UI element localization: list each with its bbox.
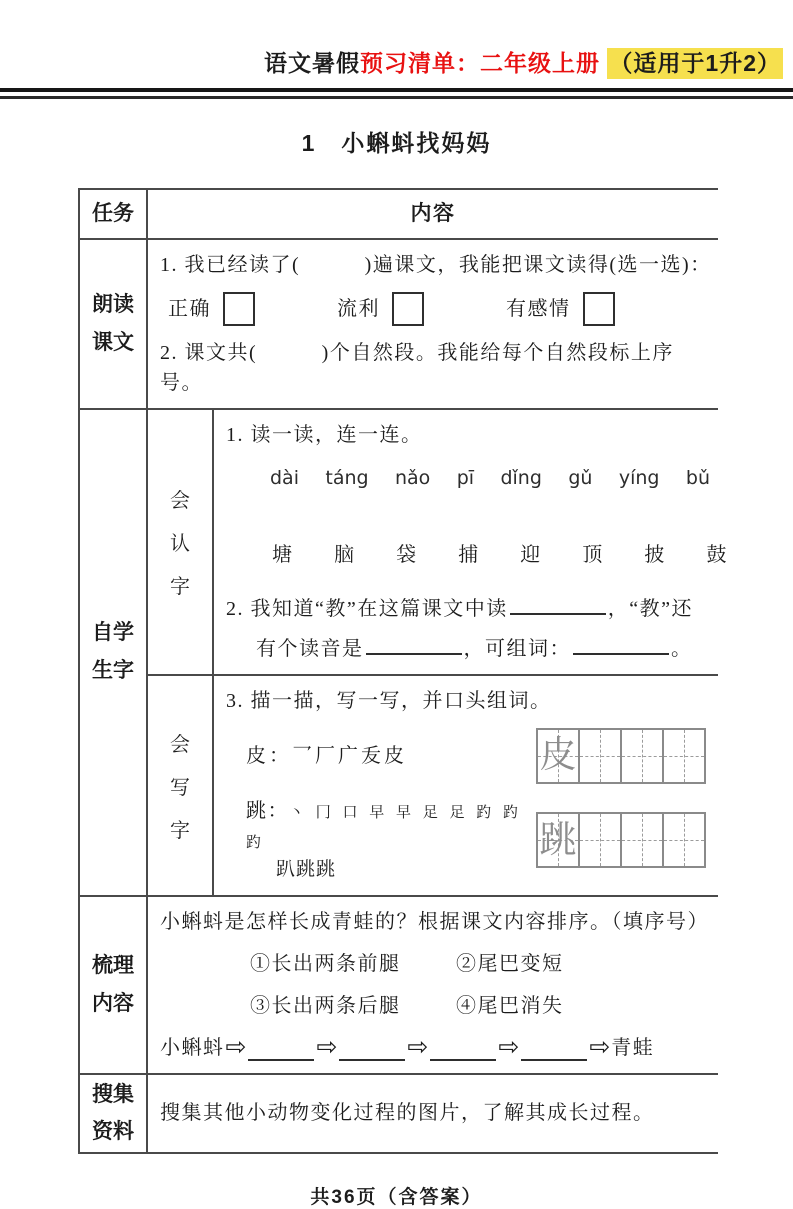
- header-grade-badge: （适用于1升2）: [607, 48, 783, 79]
- sublabel-write: [147, 675, 213, 896]
- option-tail-shorter: ②尾巴变短: [456, 952, 564, 975]
- checkbox-emotion[interactable]: [583, 292, 615, 326]
- row-recognize: [79, 409, 718, 676]
- page-footer: 共36页（含答案）: [310, 1187, 483, 1209]
- arrow-icon: ⇨: [316, 1034, 338, 1062]
- hanzi-ying: 迎: [520, 544, 542, 567]
- blank-word-formation[interactable]: [573, 632, 669, 655]
- col-header-content: 内容: [147, 189, 718, 239]
- collect-content: 搜集其他小动物变化过程的图片，了解其成长过程。: [147, 1074, 718, 1154]
- reading-item-1: 1. 我已经读了( )遍课文，我能把课文读得(选一选)：: [160, 253, 712, 276]
- pinyin-tang: táng: [325, 466, 369, 489]
- header-course-label: 语文暑假: [264, 50, 361, 76]
- recognize-content: [213, 409, 728, 676]
- reading-check-row: [168, 292, 714, 326]
- page-header: [0, 0, 793, 78]
- trace-char-pi: 皮: [539, 735, 577, 777]
- pinyin-ying: yíng: [618, 466, 660, 489]
- row-organize: [79, 896, 718, 1074]
- tiao-label: 跳：: [246, 800, 289, 823]
- row-label-reading-line2: 课文: [92, 330, 134, 354]
- table-header-row: [79, 189, 718, 239]
- pinyin-bu: bǔ: [685, 466, 710, 489]
- tiao-row: [246, 796, 706, 885]
- pi-row: [246, 728, 706, 784]
- blank-other-reading[interactable]: [366, 632, 462, 655]
- writing-grid-pi: [536, 728, 706, 784]
- hanzi-tang: 塘: [272, 544, 294, 567]
- row-label-collect: [79, 1074, 147, 1154]
- sequence-blank-2[interactable]: [339, 1036, 405, 1061]
- arrow-icon: ⇨: [498, 1034, 520, 1062]
- tiao-strokes-line1: [246, 796, 536, 856]
- hanzi-pi: 披: [644, 544, 666, 567]
- row-label-collect-line1: 搜集: [92, 1082, 134, 1106]
- sublabel-recognize-char2: 认: [170, 533, 190, 556]
- pinyin-nao: nǎo: [395, 466, 431, 489]
- row-write: [79, 675, 718, 896]
- grid-cell-empty[interactable]: [622, 814, 664, 866]
- write-item-3: 3. 描一描，写一写，并口头组词。: [226, 690, 552, 713]
- recognize-item-2-text-e: 。: [671, 638, 693, 661]
- row-label-organize-line2: 内容: [92, 991, 134, 1015]
- pi-label: 皮：: [246, 745, 292, 768]
- col-header-task: 任务: [79, 189, 147, 239]
- organize-intro: 小蝌蚪是怎样长成青蛙的？根据课文内容排序。（填序号）: [160, 910, 709, 933]
- recognize-item-2-line1: [226, 592, 714, 624]
- row-label-collect-line2: 资料: [92, 1120, 134, 1144]
- checkbox-fluent[interactable]: [392, 292, 424, 326]
- recognize-item-2-text-a: 2. 我知道“教”在这篇课文中读: [226, 598, 508, 621]
- grid-cell-trace[interactable]: [538, 814, 580, 866]
- reading-content: [147, 239, 718, 409]
- pi-stroke-order: [246, 741, 407, 771]
- recognize-item-2-text-c: 有个读音是: [256, 638, 364, 661]
- row-label-reading: [79, 239, 147, 409]
- grid-cell-empty[interactable]: [622, 730, 664, 782]
- blank-reading-of-jiao[interactable]: [510, 592, 606, 615]
- option-back-legs: ③长出两条后腿: [250, 994, 401, 1017]
- row-label-organize-line1: 梳理: [92, 953, 134, 977]
- sublabel-write-char2: 写: [170, 776, 190, 799]
- writing-grid-tiao: [536, 812, 706, 868]
- sequence-blank-1[interactable]: [248, 1036, 314, 1061]
- sequence-blank-3[interactable]: [430, 1036, 496, 1061]
- sublabel-recognize-char1: 会: [170, 490, 190, 513]
- row-label-selfstudy-line2: 生字: [92, 659, 134, 683]
- reading-item-2: 2. 课文共( )个自然段。我能给每个自然段标上序号。: [160, 341, 674, 394]
- row-reading: [79, 239, 718, 409]
- hanzi-row: [272, 540, 728, 570]
- sublabel-write-char3: 字: [170, 819, 190, 842]
- hanzi-bu: 捕: [458, 544, 480, 567]
- pinyin-pi: pī: [456, 466, 475, 489]
- lesson-title: 1 小蝌蚪找妈妈: [301, 129, 492, 156]
- tiao-stroke-order: [246, 796, 536, 885]
- grid-cell-empty[interactable]: [580, 730, 622, 782]
- grid-cell-empty[interactable]: [664, 730, 704, 782]
- recognize-item-2-text-b: ，“教”还: [607, 598, 694, 621]
- pinyin-row: [270, 464, 710, 493]
- sequence-row: [160, 1033, 714, 1063]
- hanzi-gu: 鼓: [706, 544, 728, 567]
- check-group-correct: [168, 292, 255, 326]
- recognize-item-2-text-d: ，可组词：: [463, 638, 571, 661]
- row-label-reading-line1: 朗读: [92, 292, 134, 316]
- option-front-legs: ①长出两条前腿: [250, 952, 401, 975]
- pi-strokes-text: 乛厂广叐皮: [292, 745, 407, 768]
- hanzi-ding: 顶: [582, 544, 604, 567]
- pinyin-gu: gǔ: [568, 466, 593, 489]
- trace-char-tiao: 跳: [539, 819, 577, 861]
- hanzi-dai: 袋: [396, 544, 418, 567]
- check-group-emotion: [506, 292, 615, 326]
- sublabel-write-char1: 会: [170, 733, 190, 756]
- option-tail-gone: ④尾巴消失: [456, 994, 564, 1017]
- row-label-selfstudy: [79, 409, 147, 896]
- double-rule: [0, 88, 793, 99]
- pinyin-ding: dǐng: [500, 466, 542, 489]
- tiao-strokes-text1: 丶 冂 口 早 早 足 足 趵 趵 趵: [246, 805, 523, 852]
- sublabel-recognize: [147, 409, 213, 676]
- write-content: [213, 675, 718, 896]
- tiao-strokes-text2: 趴跳跳: [276, 859, 337, 881]
- grid-cell-trace[interactable]: [538, 730, 580, 782]
- row-collect: [79, 1074, 718, 1154]
- organize-content: [147, 896, 718, 1074]
- sequence-start-label: 小蝌蚪: [160, 1036, 225, 1059]
- sublabel-recognize-char3: 字: [170, 576, 190, 599]
- sequence-end-label: 青蛙: [611, 1036, 655, 1059]
- check-label-correct: 正确: [168, 297, 211, 320]
- recognize-item-2-line2: [226, 632, 714, 664]
- check-label-fluent: 流利: [337, 297, 380, 320]
- organize-options-row1: [250, 949, 714, 979]
- checkbox-correct[interactable]: [223, 292, 255, 326]
- sequence-blank-4[interactable]: [521, 1036, 587, 1061]
- arrow-icon: ⇨: [225, 1034, 247, 1062]
- arrow-icon: ⇨: [589, 1034, 611, 1062]
- check-label-emotion: 有感情: [506, 297, 571, 320]
- arrow-icon: ⇨: [407, 1034, 429, 1062]
- grid-cell-empty[interactable]: [580, 814, 622, 866]
- check-group-fluent: [337, 292, 424, 326]
- recognize-item-1: 1. 读一读，连一连。: [226, 423, 423, 446]
- hanzi-nao: 脑: [334, 544, 356, 567]
- pinyin-dai: dài: [270, 466, 299, 489]
- grid-cell-empty[interactable]: [664, 814, 704, 866]
- preview-checklist-table: [78, 188, 728, 1155]
- header-red-title: 预习清单：二年级上册: [360, 50, 601, 76]
- organize-options-row2: [250, 991, 714, 1021]
- row-label-organize: [79, 896, 147, 1074]
- row-label-selfstudy-line1: 自学: [92, 621, 134, 645]
